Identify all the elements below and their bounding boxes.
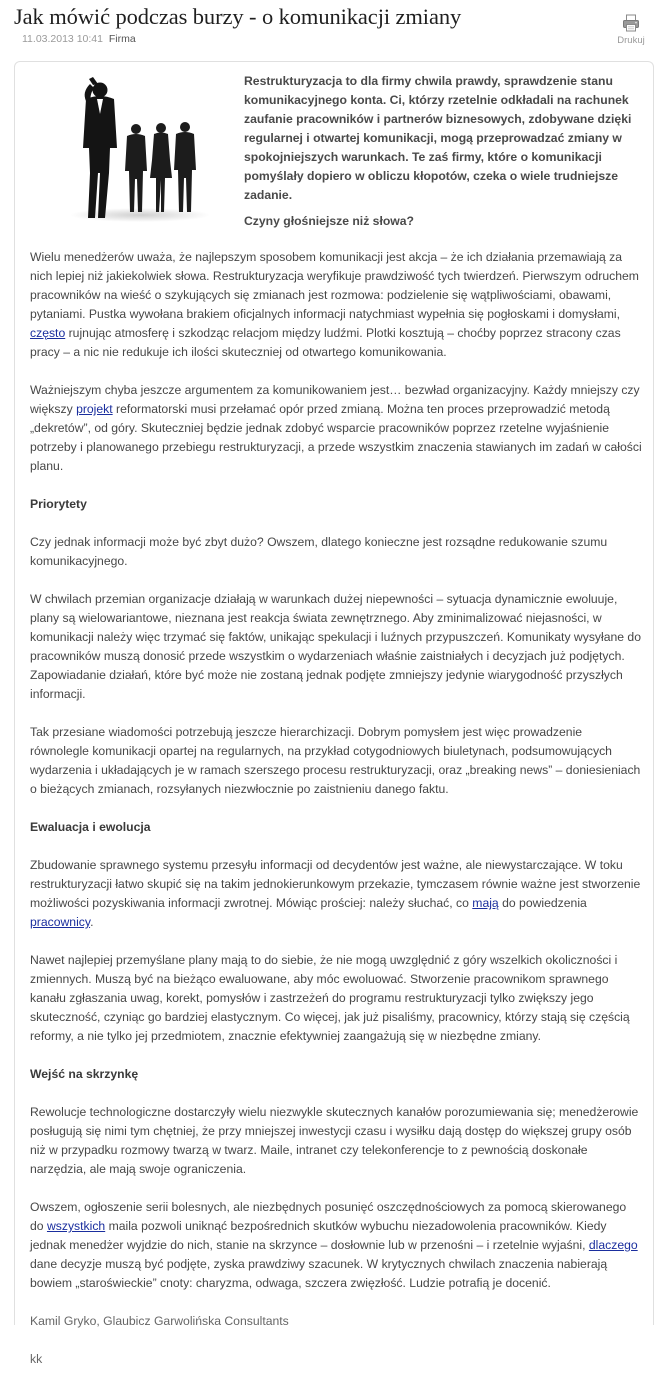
printer-icon: [622, 14, 640, 32]
link-czesto[interactable]: często: [30, 326, 66, 340]
lead-heading: Czyny głośniejsze niż słowa?: [244, 214, 414, 228]
article-text: [30, 248, 642, 1388]
print-label: Drukuj: [617, 35, 645, 46]
paragraph: Ważniejszym chyba jeszcze argumentem za komunikowaniem jest… bezwład organizacyjny. Każdy mniejszy czy większy projekt reformatorski musi przełamać opór przed zmianą. Można ten proces przeprowadzić metodą „dekretów”, od góry. Skuteczniej będzie jednak zdobyć wsparcie pracowników poprzez rzetelne wyjaśnienie potrzeby i planowanego przebiegu restrukturyzacji, a przede wszystkim znaczenia stawianych im zadań w całości planu.: [30, 383, 642, 473]
article-header: [0, 0, 656, 52]
link-dlaczego[interactable]: dlaczego: [588, 1238, 638, 1252]
print-button[interactable]: [614, 14, 648, 46]
article-body: [14, 61, 654, 1366]
article-author: Kamil Gryko, Glaubicz Garwolińska Consultants: [30, 1314, 289, 1328]
article-title: Jak mówić podczas burzy - o komunikacji zmiany: [14, 4, 462, 29]
paragraph: Nawet najlepiej przemyślane plany mają to do siebie, że nie mogą uwzględnić z góry wszelkich okoliczności i zmiennych. Muszą być na bieżąco ewaluowane, aby móc ewoluować. Stworzenie pracownikom sprawnego kanału zgłaszania uwag, korekt, pomysłów i zastrzeżeń do programu restrukturyzacji tylko zwiększy jego skuteczność, czyniąc go bardziej elastycznym. Co więcej, jak już pisaliśmy, pracownicy, którzy stają się częścią reformy, a nie tylko jej przedmiotem, znacznie efektywniej zaangażują się w niezbędne zmiany.: [30, 953, 630, 1043]
paragraph: Tak przesiane wiadomości potrzebują jeszcze hierarchizacji. Dobrym pomysłem jest więc prowadzenie równolegle komunikacji opartej na regularnych, na przykład cotygodniowych biuletynach, podsumowujących wydarzenia i układających je w ramach szerszego procesu restrukturyzacji, oraz „breaking news” – doniesieniach o bieżących zmianach, rozsyłanych niezwłocznie po zaistnieniu danego faktu.: [30, 725, 641, 796]
paragraph: Czy jednak informacji może być zbyt dużo? Owszem, dlatego konieczne jest rozsądne redukowanie szumu komunikacyjnego.: [30, 535, 608, 568]
section-heading: Priorytety: [30, 497, 87, 511]
article-date: 11.03.2013 10:41: [22, 33, 103, 45]
paragraph: Wielu menedżerów uważa, że najlepszym sposobem komunikacji jest akcja – że ich działania przemawiają za nich lepiej niż jakiekolwiek słowa. Restrukturyzacja weryfikuje prawdziwość tych twierdzeń. Pierwszym odruchem pracowników na wieść o szykujących się zmianach jest rozmowa: podzielenie się wątpliwościami, obawami, pytaniami. Pustka wywołana brakiem oficjalnych informacji natychmiast wypełnia się pogłoskami i domysłami, często rujnując atmosferę i szkodząc relacjom między ludźmi. Plotki kosztują – choćby poprzez stracony czas pracy – a nic nie redukuje ich ilości skuteczniej od otwartego komunikowania.: [30, 250, 639, 359]
paragraph: W chwilach przemian organizacje działają w warunkach dużej niepewności – sytuacja dynamicznie ewoluuje, plany są wielowariantowe, nieznana jest reakcja świata zewnętrznego. Aby zminimalizować niejasności, w komunikacji należy więc trzymać się faktów, unikając spekulacji i luźnych przypuszczeń. Komunikaty wysyłane do pracowników muszą donosić przede wszystkim o wydarzeniach właśnie zaistniałych i decyzjach już podjętych. Zapowiadanie działań, które być może nie zostaną jednak podjęte zmniejszy jedynie wiarygodność przyszłych informacji.: [30, 592, 641, 701]
link-projekt[interactable]: projekt: [76, 402, 113, 416]
section-heading: Ewaluacja i ewolucja: [30, 820, 151, 834]
link-wszystkich[interactable]: wszystkich: [46, 1219, 106, 1233]
link-pracownicy[interactable]: pracownicy: [30, 915, 91, 929]
article-meta: [22, 33, 136, 45]
article-lead: Restrukturyzacja to dla firmy chwila prawdy, sprawdzenie stanu komunikacyjnego konta. Ci, którzy rzetelnie odkładali na rachunek zaufanie pracowników i partnerów biznesowych, zdobywane dzięki regularnej i otwartej komunikacji, mogą przeprowadzać zmiany w spokojniejszych warunkach. Te zaś firmy, które o komunikacji pomyślały dopiero w obliczu kłopotów, czeka o wiele trudniejsze zadanie.: [244, 74, 632, 202]
editor-initials: kk: [30, 1352, 43, 1366]
paragraph: Rewolucje technologiczne dostarczyły wielu niezwykle skutecznych kanałów porozumiewania się; menedżerowie posługują się nimi tym chętniej, że przy mniejszej inwestycji czasu i wysiłku dają dostęp do większej grupy osób niż w przypadku rozmowy twarzą w twarz. Maile, intranet czy telekonferencje to z pewnością doskonałe narzędzia, ale mają swoje ograniczenia.: [30, 1105, 639, 1176]
business-people-illustration: [60, 74, 220, 224]
paragraph: Owszem, ogłoszenie serii bolesnych, ale niezbędnych posunięć oszczędnościowych za pomocą skierowanego do wszystkich maila pozwoli uniknąć bezpośrednich skutków wybuchu niezadowolenia pracowników. Kiedy jednak menedżer wyjdzie do nich, stanie na skrzynce – dosłownie lub w przenośni – i rzetelnie wyjaśni, dlaczego dane decyzje muszą być podjęte, zyska prawdziwy szacunek. W krytycznych chwilach znaczenia nabierają bowiem „staroświeckie” cnoty: charyzma, odwaga, szczera zwięzłość. Ludzie potrafią je docenić.: [30, 1200, 638, 1290]
section-heading: Wejść na skrzynkę: [30, 1067, 139, 1081]
paragraph: Zbudowanie sprawnego systemu przesyłu informacji od decydentów jest ważne, ale niewystarczające. W toku restrukturyzacji łatwo skupić się na takim jednokierunkowym przekazie, tymczasem równie ważne jest stworzenie możliwości pozyskiwania informacji zwrotnej. Mówiąc prościej: należy słuchać, co mają do powiedzenia pracownicy.: [30, 858, 641, 929]
article-category[interactable]: Firma: [108, 33, 136, 45]
link-maja[interactable]: mają: [472, 896, 499, 910]
